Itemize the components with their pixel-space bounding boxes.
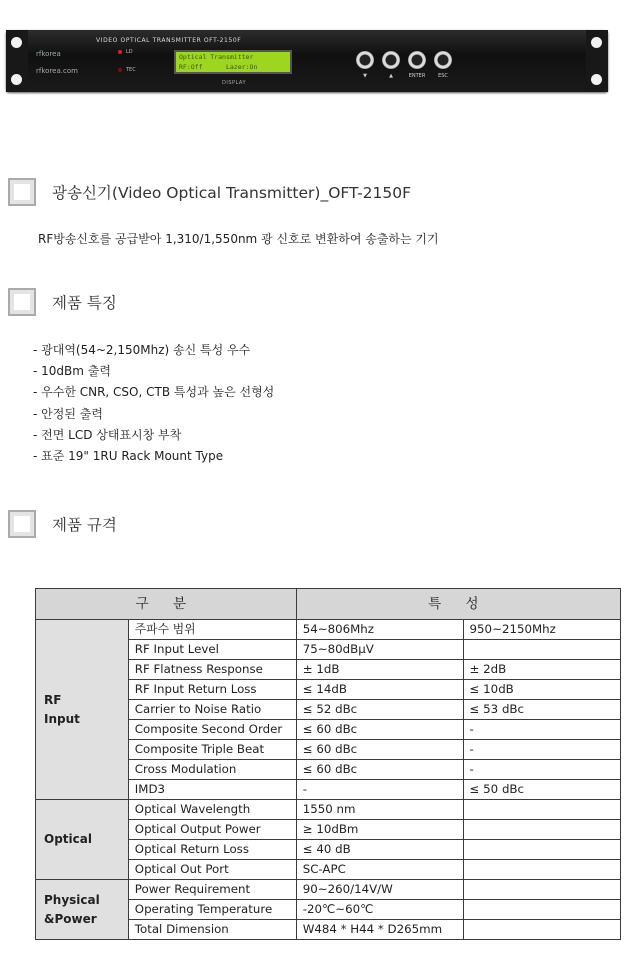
table-row [36, 880, 621, 900]
group-label-line: RF [44, 692, 62, 707]
ld-led-label: LD [126, 49, 133, 55]
lcd-display [174, 50, 292, 74]
value-cell-1: 1550 nm [296, 800, 463, 820]
group-label [36, 880, 129, 940]
lcd-caption: DISPLAY [222, 80, 247, 86]
param-cell: Optical Wavelength [128, 800, 296, 820]
down-button-icon [356, 51, 374, 69]
spec-table [35, 588, 621, 940]
value-cell-2 [463, 900, 620, 920]
value-cell-2: ≤ 53 dBc [463, 700, 620, 720]
value-cell-2 [463, 920, 620, 940]
param-cell: RF Input Return Loss [128, 680, 296, 700]
esc-button-icon [434, 51, 452, 69]
value-cell-1: ≤ 14dB [296, 680, 463, 700]
spec-table-body [36, 620, 621, 940]
rack-ear-right [586, 30, 608, 92]
header-characteristics: 특 성 [296, 589, 620, 620]
mount-hole [11, 74, 22, 85]
header-category: 구 분 [36, 589, 297, 620]
feature-item: - 안정된 출력 [33, 406, 103, 421]
table-row [36, 800, 621, 820]
mount-hole [591, 37, 602, 48]
value-cell-2: ± 2dB [463, 660, 620, 680]
device-image [6, 30, 608, 92]
heading-square-icon [8, 288, 36, 316]
group-label-line: &Power [44, 911, 97, 926]
up-button-label: ▲ [389, 73, 393, 79]
param-cell: Optical Output Power [128, 820, 296, 840]
value-cell-1: 90~260/14V/W [296, 880, 463, 900]
ld-led-icon [118, 50, 122, 54]
value-cell-2: ≤ 10dB [463, 680, 620, 700]
value-cell-1: ≤ 60 dBc [296, 740, 463, 760]
value-cell-1: ≤ 52 dBc [296, 700, 463, 720]
feature-item: - 광대역(54~2,150Mhz) 송신 특성 우수 [33, 343, 251, 357]
param-cell: IMD3 [128, 780, 296, 800]
enter-button-icon [408, 51, 426, 69]
group-label-line: Input [44, 711, 80, 726]
brand-logo: rfkorea [36, 50, 61, 58]
value-cell-1: - [296, 780, 463, 800]
value-cell-2 [463, 640, 620, 660]
tec-led-label: TEC [126, 67, 136, 73]
param-cell: Cross Modulation [128, 760, 296, 780]
param-cell: Power Requirement [128, 880, 296, 900]
value-cell-1: ≥ 10dBm [296, 820, 463, 840]
param-cell: Carrier to Noise Ratio [128, 700, 296, 720]
value-cell-1: 54~806Mhz [296, 620, 463, 640]
feature-item: - 우수한 CNR, CSO, CTB 특성과 높은 선형성 [33, 385, 275, 400]
value-cell-2 [463, 860, 620, 880]
param-cell: 주파수 범위 [128, 620, 296, 640]
group-label [36, 620, 129, 800]
group-label-line: Physical [44, 892, 100, 907]
up-button-icon [382, 51, 400, 69]
value-cell-1: W484 * H44 * D265mm [296, 920, 463, 940]
lcd-line-2: RF:Off Lazer:On [179, 63, 258, 71]
esc-button-label: ESC [438, 73, 448, 79]
value-cell-2: - [463, 760, 620, 780]
value-cell-2: - [463, 720, 620, 740]
group-label-line: Optical [44, 832, 92, 846]
enter-button-label: ENTER [408, 73, 426, 79]
mount-hole [11, 37, 22, 48]
rack-ear-left [6, 30, 28, 92]
heading-square-icon [8, 178, 36, 206]
value-cell-1: -20℃~60℃ [296, 900, 463, 920]
group-label [36, 800, 129, 880]
param-cell: RF Input Level [128, 640, 296, 660]
value-cell-2: ≤ 50 dBc [463, 780, 620, 800]
feature-item: - 전면 LCD 상태표시창 부착 [33, 427, 182, 442]
param-cell: RF Flatness Response [128, 660, 296, 680]
param-cell: Total Dimension [128, 920, 296, 940]
param-cell: Optical Out Port [128, 860, 296, 880]
section-title: 광송신기(Video Optical Transmitter)_OFT-2150F [52, 184, 412, 202]
value-cell-2 [463, 840, 620, 860]
value-cell-1: 75~80dBμV [296, 640, 463, 660]
value-cell-1: ≤ 60 dBc [296, 720, 463, 740]
param-cell: Operating Temperature [128, 900, 296, 920]
feature-item: - 10dBm 출력 [33, 364, 111, 379]
value-cell-2 [463, 820, 620, 840]
value-cell-2: - [463, 740, 620, 760]
value-cell-2 [463, 800, 620, 820]
product-description: RF방송신호를 공급받아 1,310/1,550nm 광 신호로 변환하여 송출하는 기기 [38, 232, 439, 246]
heading-square-icon [8, 510, 36, 538]
table-header-row [36, 589, 621, 620]
param-cell: Composite Second Order [128, 720, 296, 740]
value-cell-2: 950~2150Mhz [463, 620, 620, 640]
value-cell-1: SC-APC [296, 860, 463, 880]
down-button-label: ▼ [363, 73, 367, 79]
brand-url: rfkorea.com [36, 67, 78, 75]
value-cell-1: ≤ 60 dBc [296, 760, 463, 780]
mount-hole [591, 74, 602, 85]
table-row [36, 620, 621, 640]
value-cell-1: ≤ 40 dB [296, 840, 463, 860]
lcd-line-1: Optical Transmitter [179, 53, 254, 61]
section-title: 제품 특징 [52, 294, 117, 312]
feature-item: - 표준 19" 1RU Rack Mount Type [33, 448, 224, 463]
tec-led-icon [118, 68, 122, 72]
section-title: 제품 규격 [52, 516, 117, 534]
param-cell: Composite Triple Beat [128, 740, 296, 760]
device-model-label: VIDEO OPTICAL TRANSMITTER OFT-2150F [96, 37, 242, 44]
param-cell: Optical Return Loss [128, 840, 296, 860]
feature-list [33, 343, 274, 470]
value-cell-2 [463, 880, 620, 900]
value-cell-1: ± 1dB [296, 660, 463, 680]
